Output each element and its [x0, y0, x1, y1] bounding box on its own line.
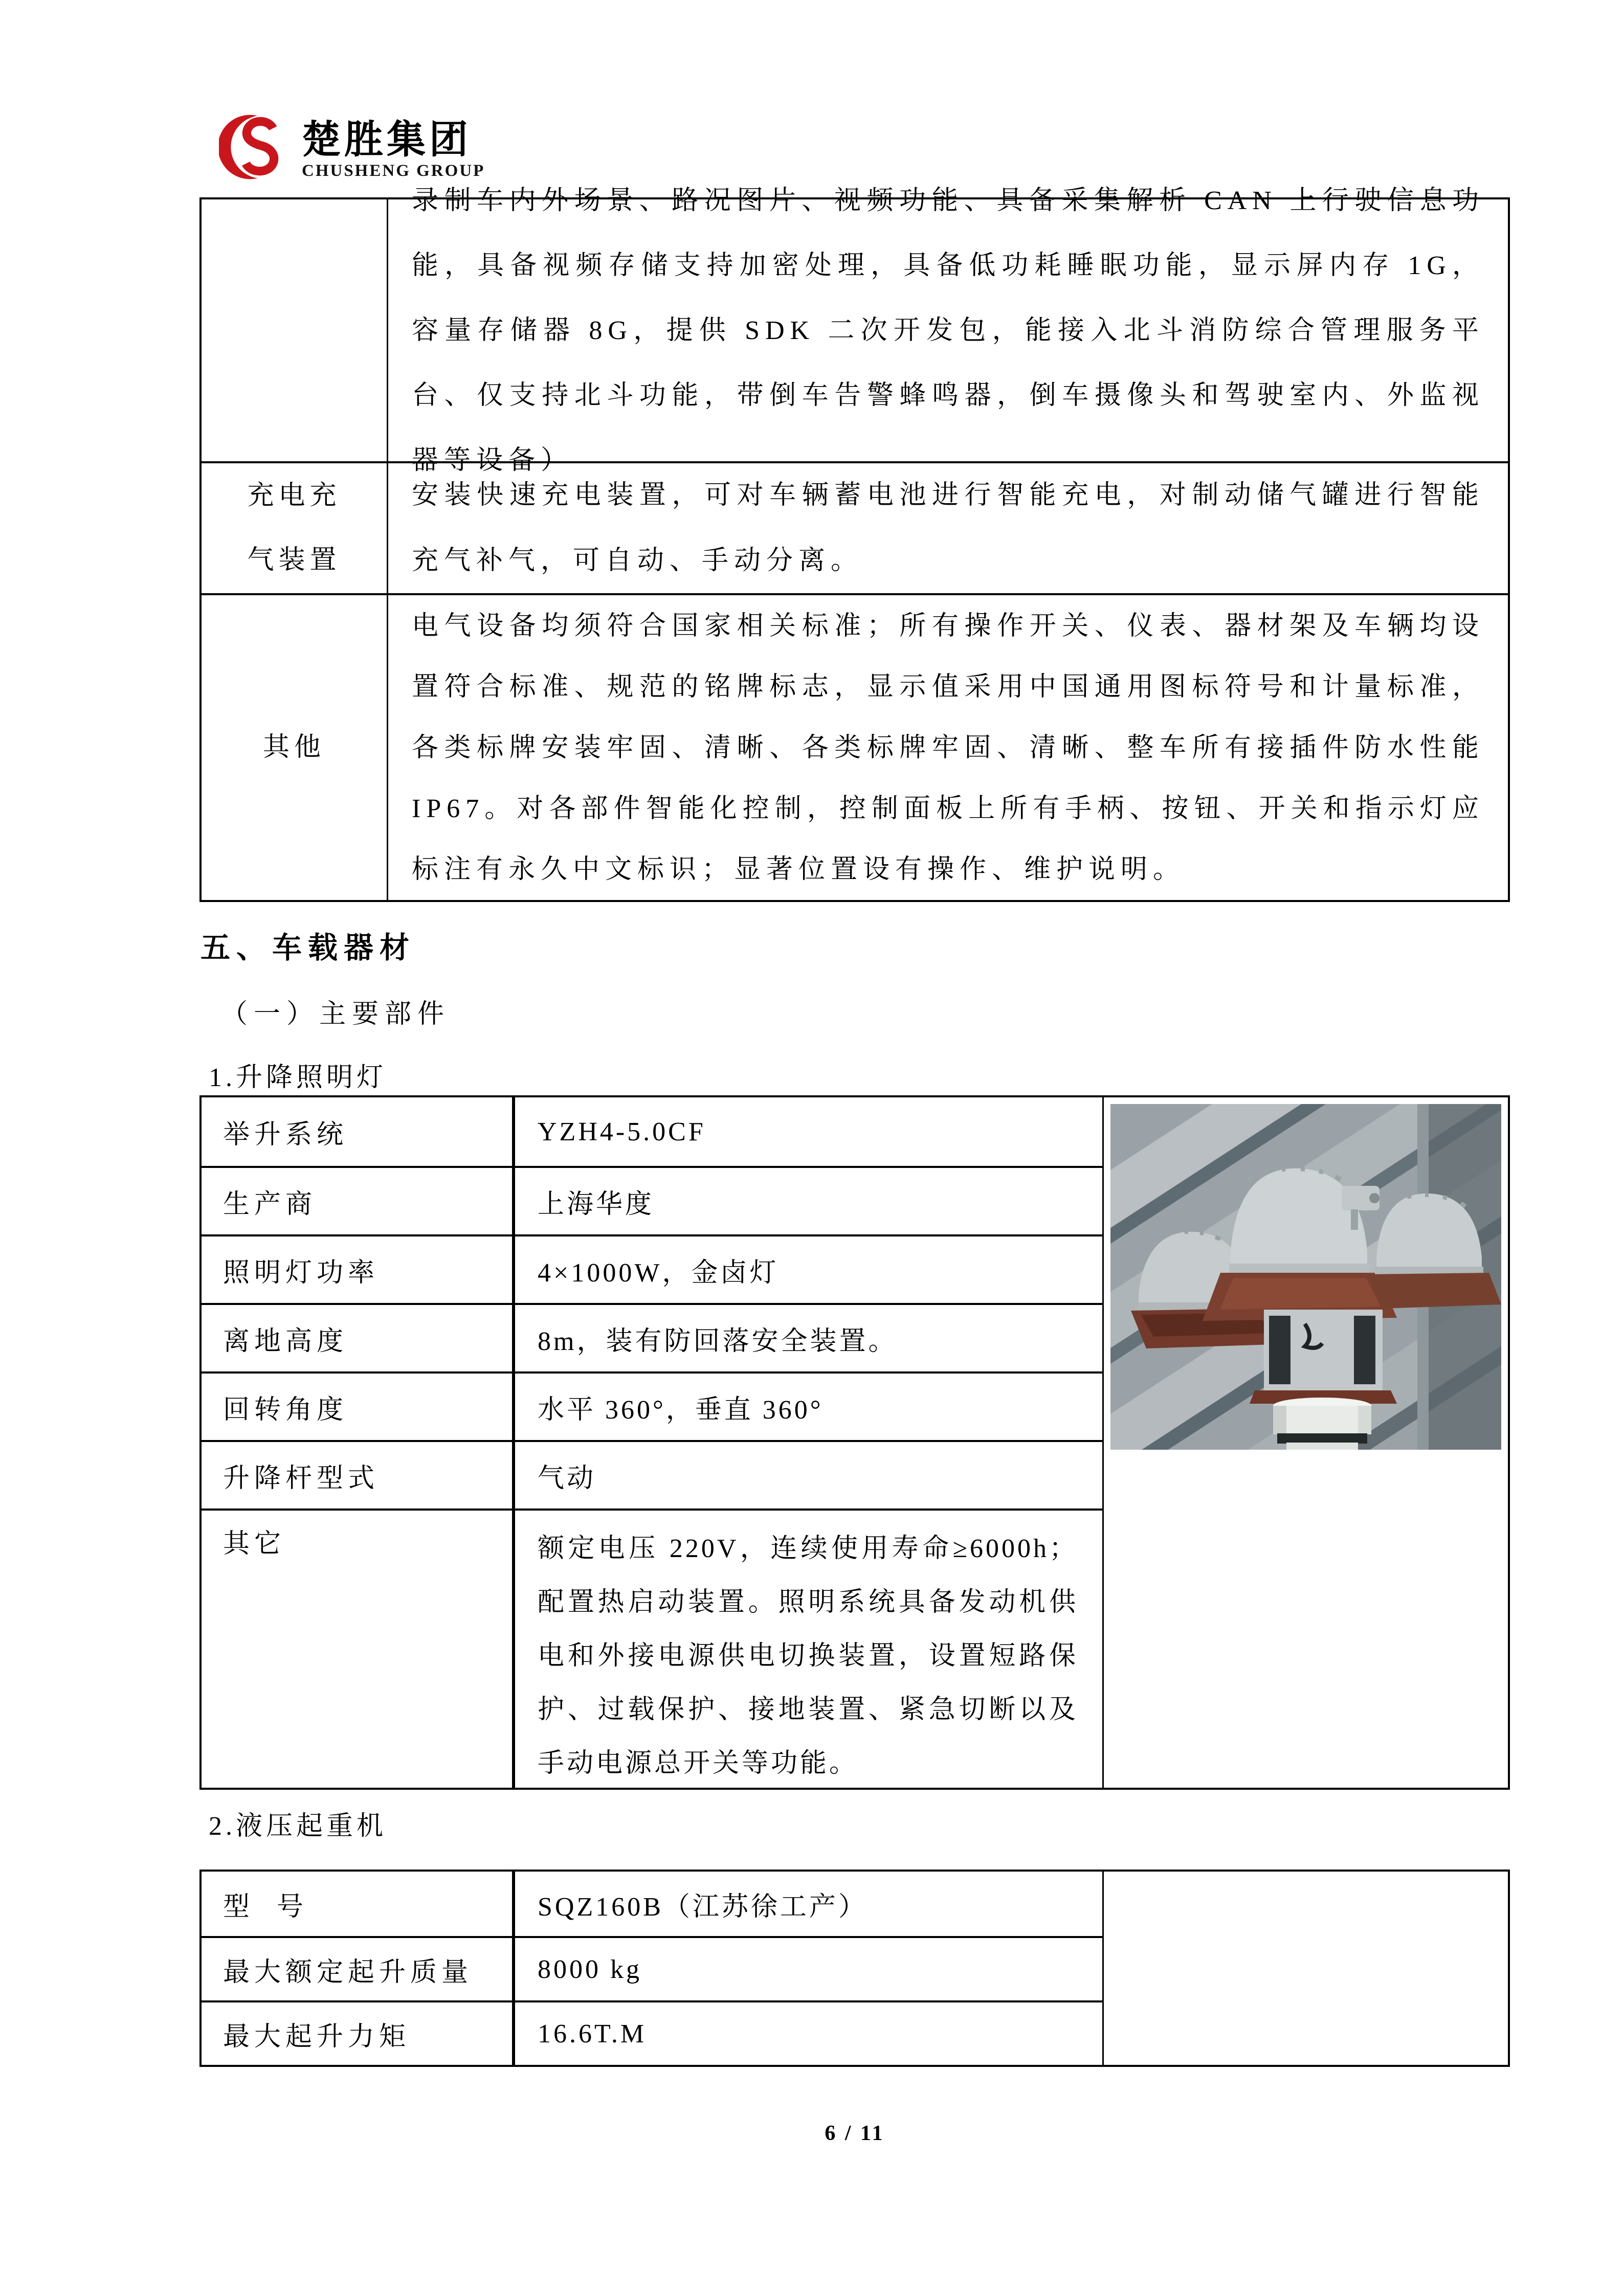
vehicle-spec-table [199, 186, 1510, 902]
row-label: 其它 [223, 1529, 286, 1559]
row-value: SQZ160B（江苏徐工产） [538, 1892, 867, 1922]
spec-row-label-cell [202, 463, 388, 593]
row-value: 16.6T.M [538, 2019, 647, 2049]
row-label: 最大额定起升质量 [223, 1957, 473, 1987]
row-label: 型 号 [223, 1892, 308, 1922]
lighting-spec-table [199, 1095, 1510, 1790]
row-label: 离地高度 [223, 1326, 348, 1356]
spec-label: 其他 [262, 733, 325, 762]
lighting-table-left-block [202, 1097, 1102, 1788]
spec-row-label-cell [202, 595, 388, 900]
table-row [202, 1872, 1102, 1936]
spec-row-text-cell [388, 595, 1508, 900]
spec-row-text-cell [388, 186, 1508, 475]
spec-row-label-empty [202, 199, 388, 461]
crane-table-left-block [202, 1872, 1102, 2065]
page-number: 6 / 11 [825, 2122, 885, 2145]
table-row [202, 593, 1508, 900]
row-label: 生产商 [223, 1189, 317, 1219]
spec-text: 录制车内外场景、路况图片、视频功能、具备采集解析 CAN 上行驶信息功能，具备视频存储支持加密处理，具备低功耗睡眠功能，显示屏内存 1G，容量存储器 8G，提供 SDK 二次开发包，能接入北斗消防综合管理服务平台、仅支持北斗功能，带倒车告警蜂鸣器，倒车摄像头和驾驶室内、外监视器等设备） [412, 186, 1484, 475]
brand-name-cn: 楚胜集团 [302, 119, 472, 162]
crane-spec-table [199, 1870, 1510, 2067]
item-heading-crane: 2.液压起重机 [209, 1812, 387, 1841]
row-value: 气动 [538, 1464, 596, 1493]
table-row [202, 1166, 1102, 1234]
row-label: 升降杆型式 [223, 1464, 380, 1493]
spec-text: 电气设备均须符合国家相关标准；所有操作开关、仪表、器材架及车辆均设置符合标准、规范的铭牌标志，显示值采用中国通用图标符号和计量标准，各类标牌安装牢固、清晰、各类标牌牢固、清晰、整车所有接插件防水性能 IP67。对各部件智能化控制，控制面板上所有手柄、按钮、开关和指示灯应标注有永久中文标识；显著位置设有操作、维护说明。 [412, 611, 1484, 884]
row-value: 8m，装有防回落安全装置。 [538, 1326, 898, 1356]
table-row [202, 1234, 1102, 1303]
row-label: 回转角度 [223, 1395, 348, 1425]
row-value: 上海华度 [538, 1189, 655, 1219]
chusheng-logo-icon [219, 111, 292, 183]
row-label: 照明灯功率 [223, 1258, 380, 1288]
row-value: 水平 360°，垂直 360° [538, 1395, 824, 1425]
table-row [202, 2000, 1102, 2065]
brand-name-en: CHUSHENG GROUP [302, 162, 485, 180]
row-value: 8000 kg [538, 1954, 642, 1984]
row-label: 最大起升力矩 [223, 2022, 411, 2052]
photo-column [1102, 1097, 1508, 1788]
row-label: 举升系统 [223, 1120, 348, 1150]
item-heading-lighting: 1.升降照明灯 [209, 1063, 387, 1092]
subsection-heading: （一）主要部件 [221, 1000, 451, 1029]
row-value: 4×1000W，金卤灯 [538, 1258, 779, 1288]
table-row [202, 1303, 1102, 1371]
table-row [202, 461, 1508, 593]
spec-label: 充电充气装置 [247, 481, 341, 575]
section-heading: 五、车载器材 [201, 931, 416, 964]
table-row [202, 186, 1508, 475]
table-row [202, 1097, 1102, 1166]
spec-text: 安装快速充电装置，可对车辆蓄电池进行智能充电，对制动储气罐进行智能充气补气，可自动、手动分离。 [412, 481, 1484, 575]
table-row [202, 1936, 1102, 2000]
row-value: 额定电压 220V，连续使用寿命≥6000h；配置热启动装置。照明系统具备发动机供电和外接电源供电切换装置，设置短路保护、过载保护、接地装置、紧急切断以及手动电源总开关等功能。 [538, 1534, 1078, 1778]
empty-photo-column [1102, 1872, 1508, 2065]
row-value: YZH4-5.0CF [538, 1117, 706, 1146]
table-row [202, 1509, 1102, 1788]
mast-floodlights-photo [1110, 1104, 1501, 1450]
table-row [202, 1371, 1102, 1440]
spec-row-text-cell [388, 463, 1508, 593]
table-row [202, 1440, 1102, 1509]
